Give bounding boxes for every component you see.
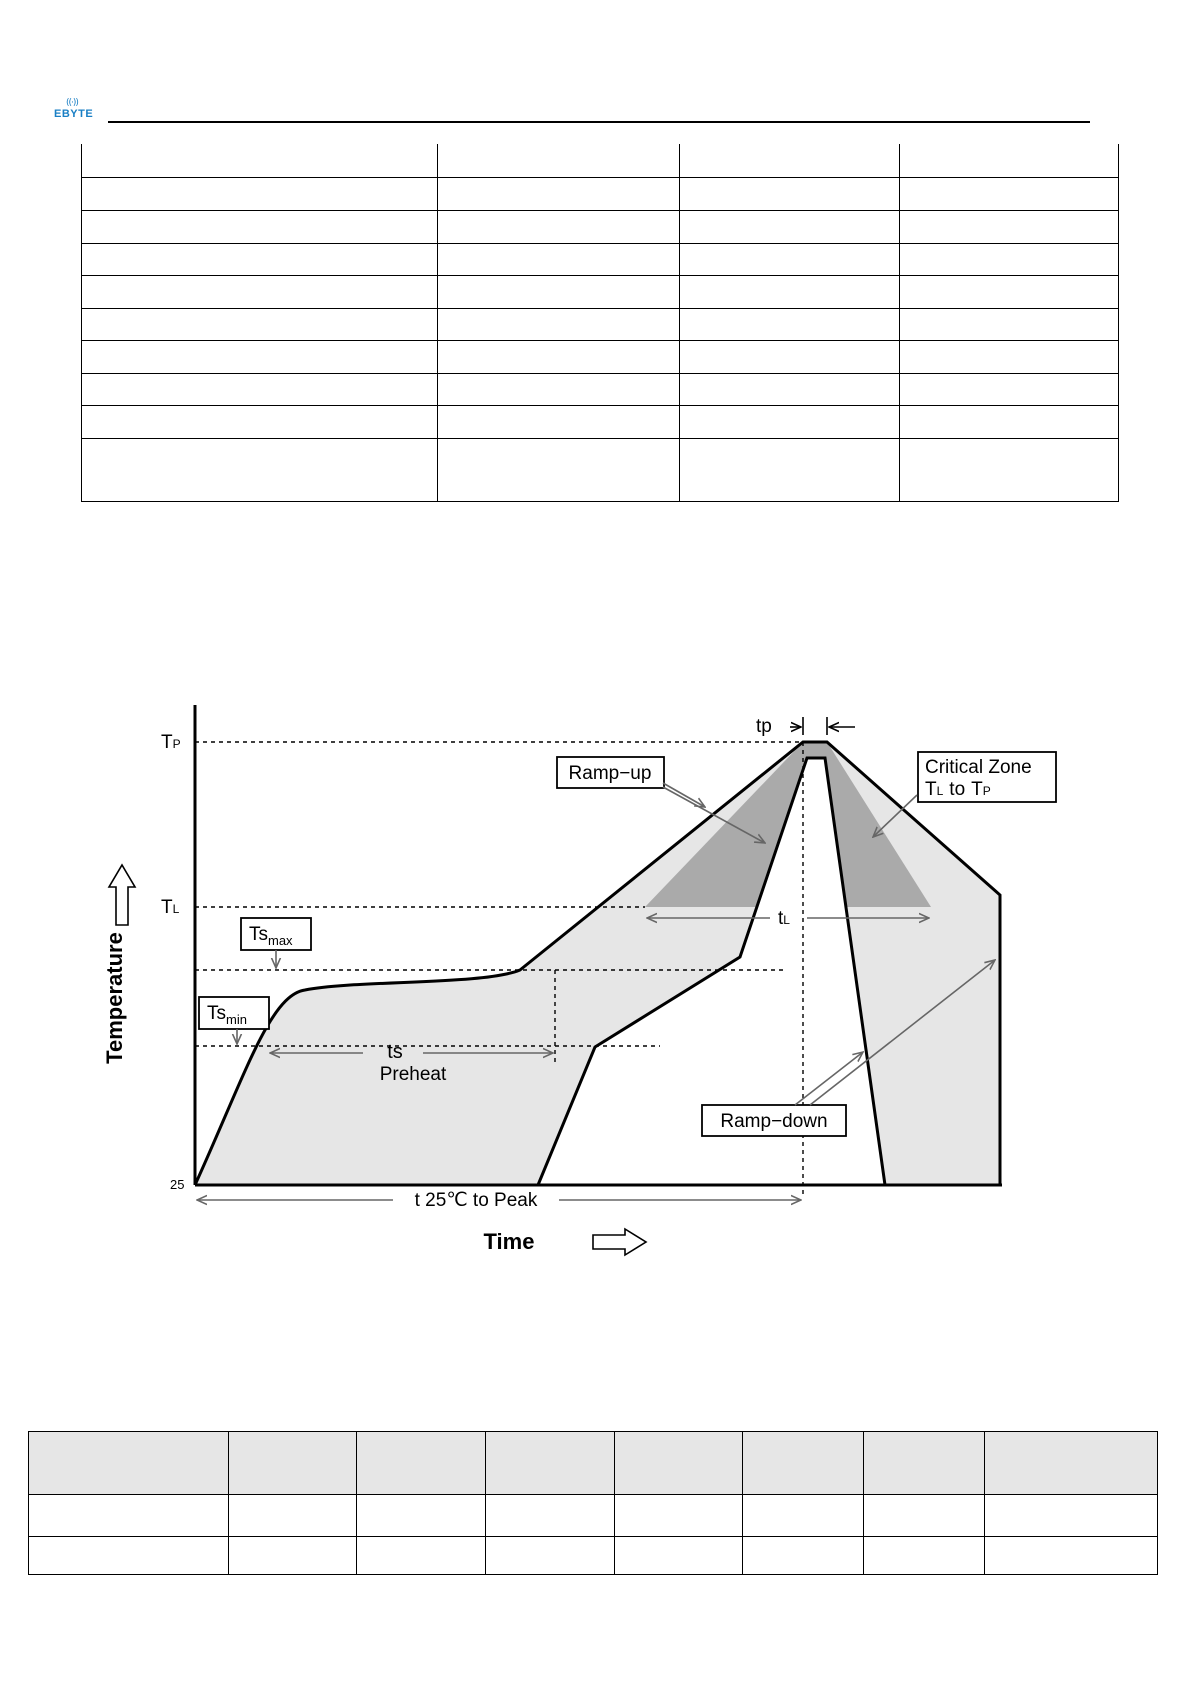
- ramp-up-pointer-1: [663, 783, 705, 807]
- table-cell: [357, 1432, 486, 1495]
- table-row: [29, 1537, 1158, 1575]
- table-cell: [680, 373, 900, 405]
- table-header-row: [29, 1432, 1158, 1495]
- table-cell: [615, 1432, 743, 1495]
- table-cell: [438, 275, 680, 308]
- table-cell: [985, 1495, 1158, 1537]
- ramp-up-label: Ramp−up: [568, 763, 652, 784]
- table-row: [82, 438, 1119, 501]
- table-cell: [680, 438, 900, 501]
- table-cell: [900, 340, 1119, 373]
- top-table: [81, 144, 1119, 502]
- table-cell: [486, 1495, 615, 1537]
- table-cell: [438, 243, 680, 275]
- x-axis-arrow-icon: [593, 1229, 646, 1255]
- table-cell: [985, 1537, 1158, 1575]
- table-cell: [82, 177, 438, 210]
- table-cell: [900, 373, 1119, 405]
- table-cell: [615, 1495, 743, 1537]
- table-cell: [438, 438, 680, 501]
- table-cell: [438, 373, 680, 405]
- table-cell: [900, 438, 1119, 501]
- table-cell: [900, 177, 1119, 210]
- table-row: [82, 405, 1119, 438]
- table-row: [82, 210, 1119, 243]
- table-cell: [82, 340, 438, 373]
- chart-svg: [95, 695, 1085, 1270]
- table-cell: [680, 144, 900, 177]
- ebyte-logo: [54, 98, 100, 122]
- table-cell: [680, 340, 900, 373]
- table-cell: [357, 1537, 486, 1575]
- table-cell: [680, 308, 900, 340]
- table-cell: [82, 275, 438, 308]
- bottom-table: [28, 1431, 1158, 1575]
- critical-zone-line1: Critical Zone: [925, 757, 1032, 778]
- table-cell: [229, 1495, 357, 1537]
- tsmin-label: $Ts_{min}$: [207, 1003, 247, 1027]
- tl-label: TL: [161, 897, 180, 918]
- table-cell: [680, 275, 900, 308]
- table-cell: [486, 1537, 615, 1575]
- table-cell: [743, 1537, 864, 1575]
- table-cell: [357, 1495, 486, 1537]
- table-cell: [680, 243, 900, 275]
- preheat-label: Preheat: [379, 1064, 447, 1085]
- table-cell: [900, 275, 1119, 308]
- table-cell: [864, 1537, 985, 1575]
- table-cell: [82, 438, 438, 501]
- table-cell: [680, 405, 900, 438]
- table-cell: [486, 1432, 615, 1495]
- tl-span-label: tL: [778, 908, 790, 929]
- critical-zone-line2: TL to TP: [925, 779, 991, 800]
- table-cell: [743, 1432, 864, 1495]
- wireless-signal-icon: ((·)): [66, 98, 78, 108]
- table-row: [82, 275, 1119, 308]
- table-cell: [438, 177, 680, 210]
- table-row: [82, 243, 1119, 275]
- table-cell: [615, 1537, 743, 1575]
- table-cell: [229, 1432, 357, 1495]
- table-cell: [680, 210, 900, 243]
- y-axis-arrow-icon: [109, 865, 135, 925]
- reflow-profile-chart: [95, 695, 1085, 1270]
- table-cell: [900, 144, 1119, 177]
- table-cell: [82, 210, 438, 243]
- header-rule: [108, 121, 1090, 123]
- table-cell: [29, 1537, 229, 1575]
- baseline-label: 25: [170, 1177, 185, 1192]
- table-cell: [680, 177, 900, 210]
- table-cell: [438, 144, 680, 177]
- table-row: [82, 308, 1119, 340]
- table-cell: [29, 1495, 229, 1537]
- table-cell: [900, 308, 1119, 340]
- table-row: [82, 144, 1119, 177]
- table-cell: [864, 1432, 985, 1495]
- ramp-down-label: Ramp−down: [720, 1111, 828, 1132]
- table-cell: [438, 405, 680, 438]
- table-row: [82, 177, 1119, 210]
- table-cell: [438, 308, 680, 340]
- table-cell: [82, 243, 438, 275]
- x-axis-title: Time: [483, 1229, 535, 1254]
- table-row: [82, 340, 1119, 373]
- table-cell: [82, 144, 438, 177]
- table-cell: [985, 1432, 1158, 1495]
- table-cell: [743, 1495, 864, 1537]
- tsmax-label: $Ts_{max}$: [249, 924, 293, 948]
- tp-span-label: tp: [756, 716, 772, 737]
- table-cell: [864, 1495, 985, 1537]
- logo-text: EBYTE: [54, 108, 94, 120]
- table-cell: [438, 340, 680, 373]
- table-cell: [900, 405, 1119, 438]
- table-cell: [900, 243, 1119, 275]
- table-cell: [82, 405, 438, 438]
- table-cell: [229, 1537, 357, 1575]
- table-row: [29, 1495, 1158, 1537]
- table-cell: [438, 210, 680, 243]
- y-axis-title: Temperature: [102, 932, 127, 1064]
- t25-label: t 25℃ to Peak: [414, 1190, 538, 1211]
- table-cell: [82, 373, 438, 405]
- ts-label: ts: [387, 1041, 403, 1063]
- table-cell: [900, 210, 1119, 243]
- table-row: [82, 373, 1119, 405]
- tp-label: TP: [161, 732, 181, 753]
- table-cell: [82, 308, 438, 340]
- table-cell: [29, 1432, 229, 1495]
